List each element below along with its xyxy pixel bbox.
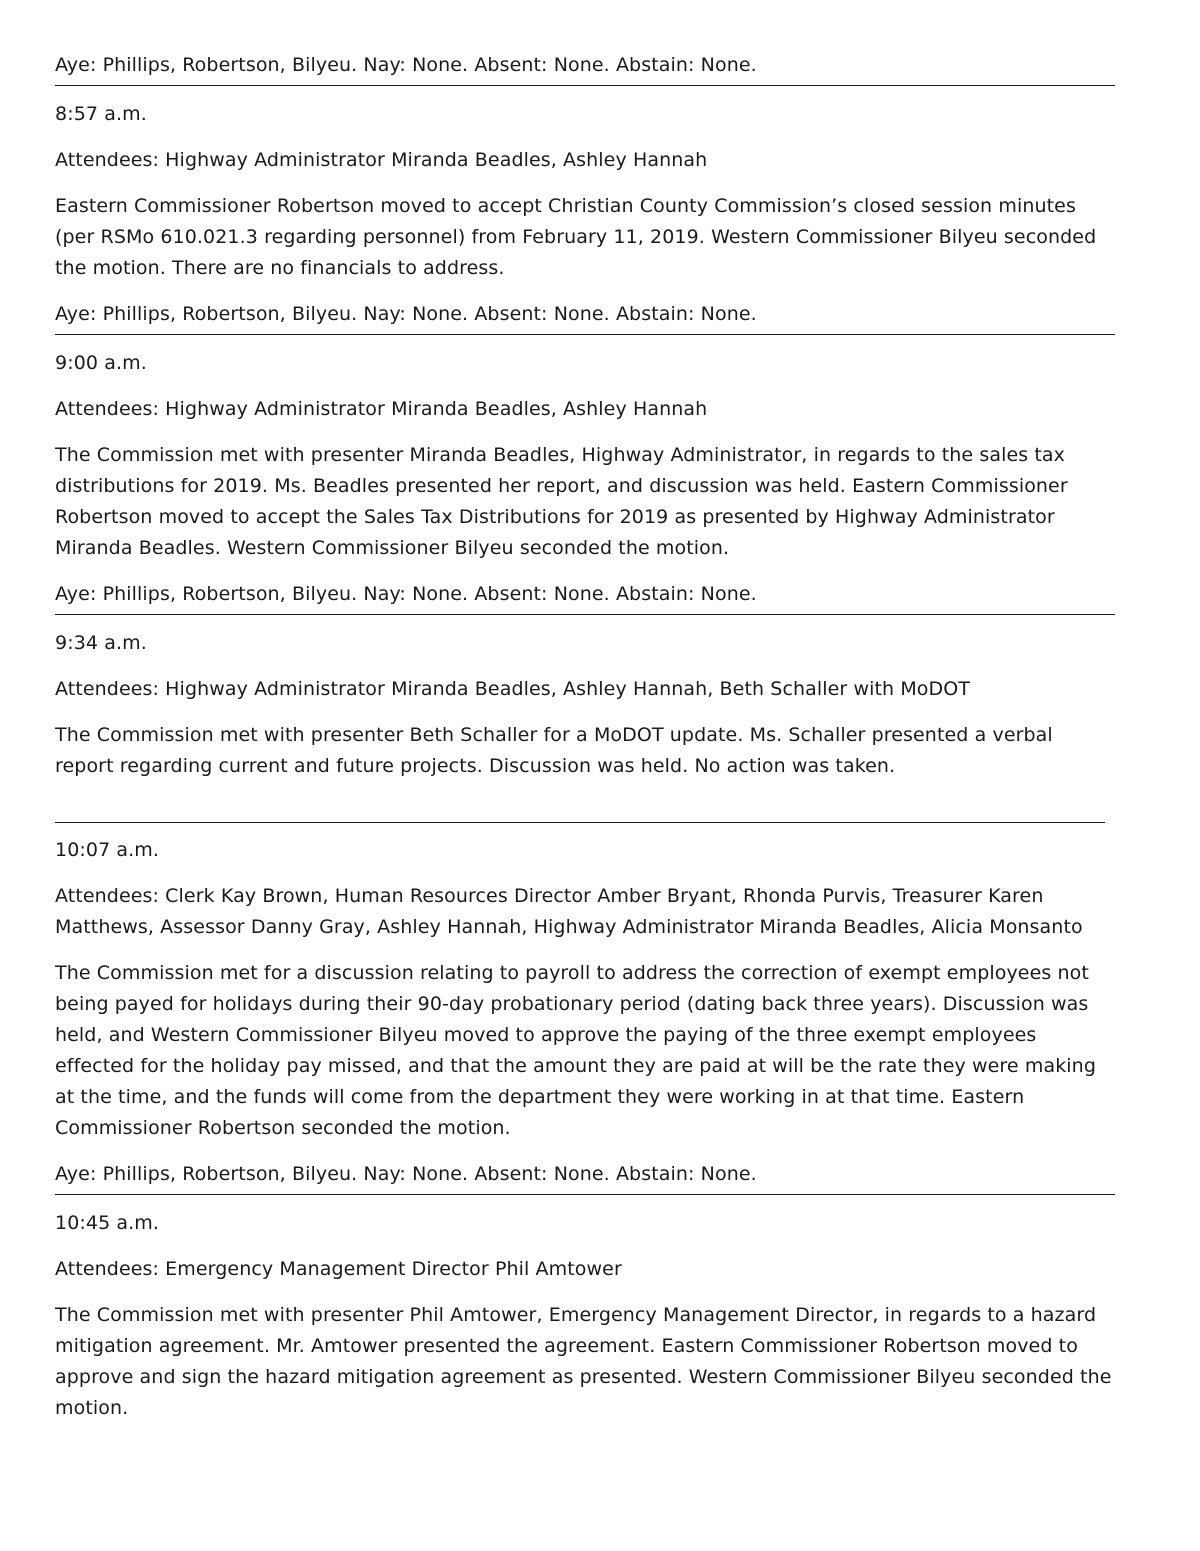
session-time: 10:07 a.m. [55, 839, 160, 861]
section-divider [55, 85, 1115, 86]
session-0857 [55, 99, 1115, 335]
session-0934 [55, 628, 1115, 823]
session-time: 10:45 a.m. [55, 1212, 160, 1234]
session-time: 9:34 a.m. [55, 632, 147, 654]
session-text: The Commission met for a discussion relating to payroll to address the correction of exempt employees not being payed for holidays during their 90-day probationary period (dating back three years). Discussion was held, and Western Commissioner Bilyeu moved to approve the paying of the three exempt employees effected for the holiday pay missed, and that the amount they are paid at will be the rate they were making at the time, and the funds will come from the department they were working in at that time. Eastern Commissioner Robertson seconded the motion. [55, 962, 1096, 1139]
session-text: The Commission met with presenter Miranda Beadles, Highway Administrator, in regards to the sales tax distributions for 2019. Ms. Beadles presented her report, and discussion was held. Eastern Commissioner Robertson moved to accept the Sales Tax Distributions for 2019 as presented by Highway Administrator Miranda Beadles. Western Commissioner Bilyeu seconded the motion. [55, 444, 1068, 559]
section-divider [55, 614, 1115, 615]
section-divider [55, 1194, 1115, 1195]
session-0900 [55, 348, 1115, 615]
session-text: Eastern Commissioner Robertson moved to accept Christian County Commission’s closed session minutes (per RSMo 610.021.3 regarding personnel) from February 11, 2019. Western Commissioner Bilyeu seconded the motion. There are no financials to address. [55, 195, 1097, 279]
minutes-page [55, 50, 1115, 1424]
session-time: 9:00 a.m. [55, 352, 147, 374]
session-1045 [55, 1208, 1115, 1424]
session-attendees: Attendees: Highway Administrator Miranda Beadles, Ashley Hannah, Beth Schaller with MoDOT [55, 678, 971, 700]
session-attendees: Attendees: Highway Administrator Miranda Beadles, Ashley Hannah [55, 149, 708, 171]
section-divider [55, 822, 1105, 823]
section-divider [55, 334, 1115, 335]
session-attendees: Attendees: Clerk Kay Brown, Human Resources Director Amber Bryant, Rhonda Purvis, Treasurer Karen Matthews, Assessor Danny Gray, Ashley Hannah, Highway Administrator Miranda Beadles, Alicia Monsanto [55, 885, 1083, 938]
session-time: 8:57 a.m. [55, 103, 147, 125]
vote-line: Aye: Phillips, Robertson, Bilyeu. Nay: None. Absent: None. Abstain: None. [55, 583, 757, 605]
session-attendees: Attendees: Emergency Management Director Phil Amtower [55, 1258, 622, 1280]
vote-line: Aye: Phillips, Robertson, Bilyeu. Nay: None. Absent: None. Abstain: None. [55, 1163, 757, 1185]
vote-line: Aye: Phillips, Robertson, Bilyeu. Nay: None. Absent: None. Abstain: None. [55, 303, 757, 325]
session-attendees: Attendees: Highway Administrator Miranda Beadles, Ashley Hannah [55, 398, 708, 420]
session-1007 [55, 835, 1115, 1195]
vote-line: Aye: Phillips, Robertson, Bilyeu. Nay: None. Absent: None. Abstain: None. [55, 54, 757, 76]
session-text: The Commission met with presenter Beth Schaller for a MoDOT update. Ms. Schaller presented a verbal report regarding current and future projects. Discussion was held. No action was taken. [55, 724, 1053, 777]
session-text: The Commission met with presenter Phil Amtower, Emergency Management Director, in regards to a hazard mitigation agreement. Mr. Amtower presented the agreement. Eastern Commissioner Robertson moved to approve and sign the hazard mitigation agreement as presented. Western Commissioner Bilyeu seconded the motion. [55, 1304, 1112, 1419]
